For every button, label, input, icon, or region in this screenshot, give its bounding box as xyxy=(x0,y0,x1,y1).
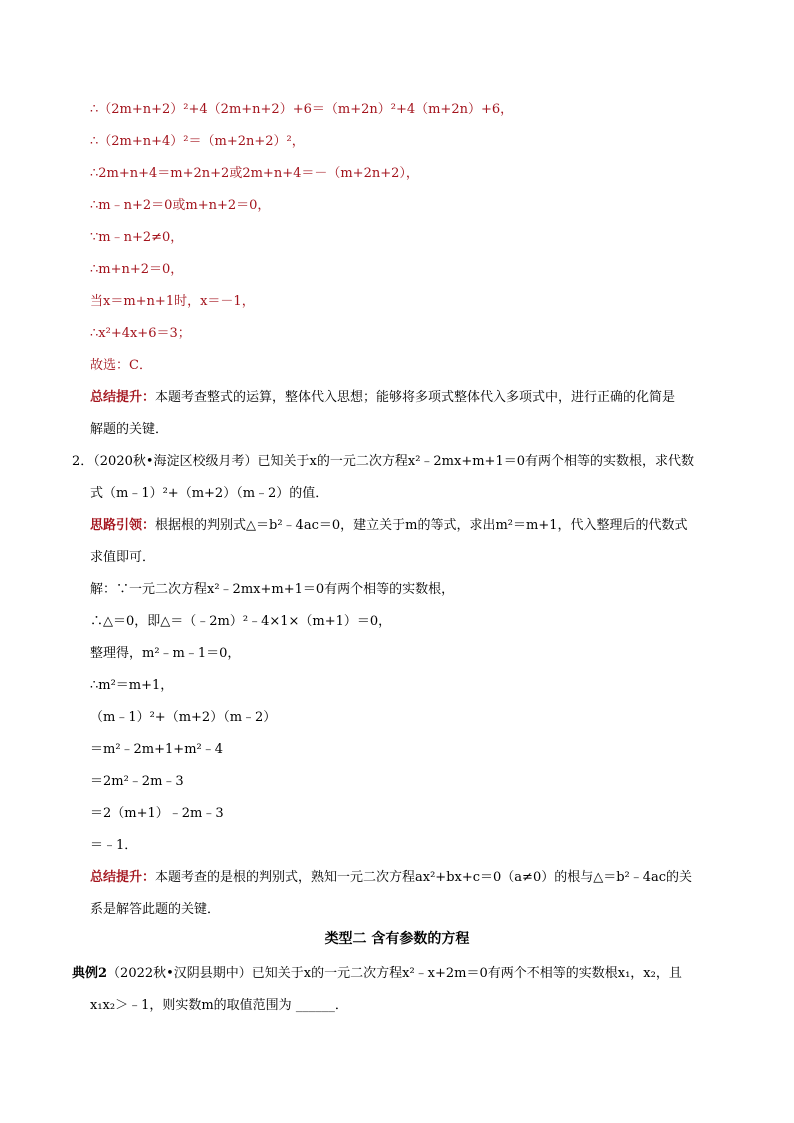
solution-line: ∴m+n+2＝0， xyxy=(90,262,184,277)
hint-label: 思路引领： xyxy=(90,518,156,533)
solution-line: ∴m²＝m+1， xyxy=(90,678,174,693)
solution-line: 解：∵一元二次方程x²﹣2mx+m+1＝0有两个相等的实数根， xyxy=(90,582,455,597)
hint-text: 求值即可． xyxy=(90,550,156,565)
hint-text: 根据根的判别式△＝b²﹣4ac＝0，建立关于m的等式，求出m²＝m+1，代入整理后的代数式 xyxy=(155,518,688,533)
summary-text: 本题考查的是根的判别式，熟知一元二次方程ax²+bx+c＝0（a≠0）的根与△＝b²﹣4ac的关 xyxy=(155,870,693,885)
solution-line: ∴m﹣n+2＝0或m+n+2＝0， xyxy=(90,198,271,213)
example-text: （2022秋•汉阴县期中）已知关于x的一元二次方程x²﹣x+2m＝0有两个不相等的实数根x₁，x₂，且 xyxy=(107,966,682,981)
solution-line: ＝2m²﹣2m﹣3 xyxy=(90,774,184,789)
hint-block xyxy=(90,517,687,535)
solution-line: ∵m﹣n+2≠0， xyxy=(90,230,184,245)
problem-2-stem xyxy=(72,453,694,471)
summary-text: 解题的关键． xyxy=(90,422,169,437)
example-text: x₁x₂＞﹣1，则实数m的取值范围为 ______． xyxy=(90,998,348,1013)
solution-line: 整理得，m²﹣m﹣1＝0， xyxy=(90,646,241,661)
solution-line: ∴△＝0，即△＝（﹣2m）²﹣4×1×（m+1）＝0， xyxy=(90,614,392,629)
solution-line: ＝2（m+1）﹣2m﹣3 xyxy=(90,806,224,821)
solution-line: ＝m²﹣2m+1+m²﹣4 xyxy=(90,742,224,757)
summary-block xyxy=(90,389,675,407)
summary-text: 系是解答此题的关键． xyxy=(90,902,221,917)
solution-line: ∴（2m+n+4）²＝（m+2n+2）²， xyxy=(90,134,305,149)
solution-line: ∴（2m+n+2）²+4（2m+n+2）+6＝（m+2n）²+4（m+2n）+6， xyxy=(90,102,514,117)
problem-text: （2020秋•海淀区校级月考）已知关于x的一元二次方程x²﹣2mx+m+1＝0有两个相等的实数根，求代数 xyxy=(93,454,694,469)
section-title: 类型二 含有参数的方程 xyxy=(324,931,470,947)
summary-label: 总结提升： xyxy=(90,870,156,885)
solution-line: ∴2m+n+4＝m+2n+2或2m+n+4＝－（m+2n+2）， xyxy=(90,166,419,181)
solution-line: ＝﹣1． xyxy=(90,838,138,853)
solution-line: ∴x²+4x+6＝3； xyxy=(90,326,191,341)
example-label: 典例2 xyxy=(72,966,108,981)
example-2-stem xyxy=(72,965,682,983)
solution-line: 当x＝m+n+1时，x＝－1， xyxy=(90,294,255,309)
problem-number: 2． xyxy=(72,454,94,469)
solution-line: （m﹣1）²+（m+2）（m﹣2） xyxy=(90,710,277,725)
summary-text: 本题考查整式的运算，整体代入思想；能够将多项式整体代入多项式中，进行正确的化简是 xyxy=(155,390,676,405)
answer-line: 故选：C． xyxy=(90,358,152,373)
problem-text: 式（m﹣1）²+（m+2）（m﹣2）的值． xyxy=(90,486,329,501)
summary-label: 总结提升： xyxy=(90,390,156,405)
summary-block xyxy=(90,869,692,887)
